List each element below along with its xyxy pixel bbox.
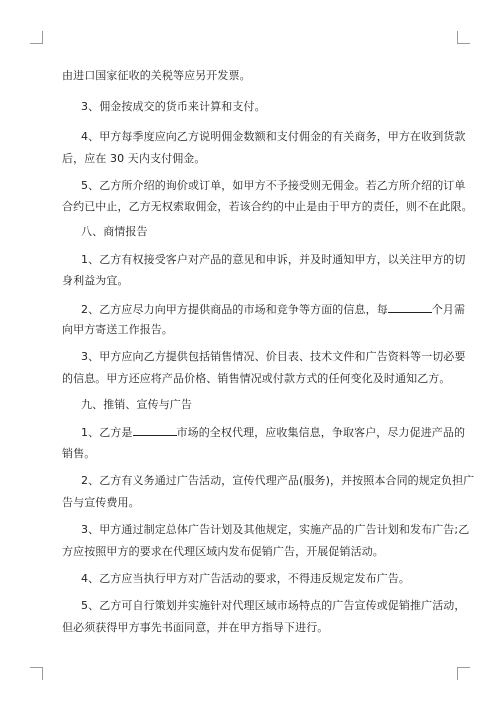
body-text: 个月需 [431,303,466,316]
body-line: 由进口国家征收的关税等应另开发票。 [62,69,251,82]
crop-mark-bottom-left [30,667,43,680]
body-line: 1、乙方有权接受客户对产品的意见和申诉，并及时通知甲方，以关注甲方的切 [81,253,466,266]
body-line: 5、乙方所介绍的询价或订单，如甲方不予接受则无佣金。若乙方所介绍的订单 [81,179,466,192]
body-line [81,302,465,316]
body-line: 3、甲方通过制定总体广告计划及其他规定，实施产品的广告计划和发布广告;乙 [81,523,470,536]
body-line: 的信息。甲方还应将产品价格、销售情况或付款方式的任何变化及时通知乙方。 [62,372,451,385]
fill-blank [133,425,177,436]
body-text: 市场的全权代理，应收集信息，争取客户，尽力促进产品的 [176,426,466,439]
body-line: 5、乙方可自行策划并实施针对代理区域市场特点的广告宣传或促销推广活动， [81,599,466,612]
body-line: 4、乙方应当执行甲方对广告活动的要求，不得违反规定发布广告。 [81,572,410,585]
body-line: 3、佣金按成交的货币来计算和支付。 [81,100,266,113]
body-text: 2、乙方应尽力向甲方提供商品的市场和竞争等方面的信息，每 [81,303,388,316]
body-line [81,425,465,439]
crop-mark-top-right [457,31,470,44]
body-line: 向甲方寄送工作报告。 [62,323,173,336]
section-heading: 九、推销、宣传与广告 [81,398,192,411]
body-line: 销售。 [62,447,96,460]
crop-mark-bottom-right [457,667,470,680]
section-heading: 八、商情报告 [81,225,148,238]
body-text: 1、乙方是 [81,426,133,439]
body-line: 4、甲方每季度应向乙方说明佣金数额和支付佣金的有关商务，甲方在收到货款 [81,130,466,143]
body-line: 但必须获得甲方事先书面同意，并在甲方指导下进行。 [62,621,329,634]
body-line: 告与宣传费用。 [62,496,140,509]
body-line: 合约已中止，乙方无权索取佣金，若该合约的中止是由于甲方的责任，则不在此限。 [62,200,473,213]
crop-mark-top-left [30,31,43,44]
body-line: 3、甲方应向乙方提供包括销售情况、价目表、技术文件和广告资料等一切必要 [81,350,466,363]
fill-blank [388,302,432,313]
body-line: 2、乙方有义务通过广告活动，宣传代理产品(服务)，并按照本合同的规定负担广 [81,474,475,487]
body-line: 身利益为宜。 [62,274,129,287]
body-line: 方应按照甲方的要求在代理区域内发布促销广告，开展促销活动。 [62,545,384,558]
body-line: 后，应在 30 天内支付佣金。 [62,152,206,165]
